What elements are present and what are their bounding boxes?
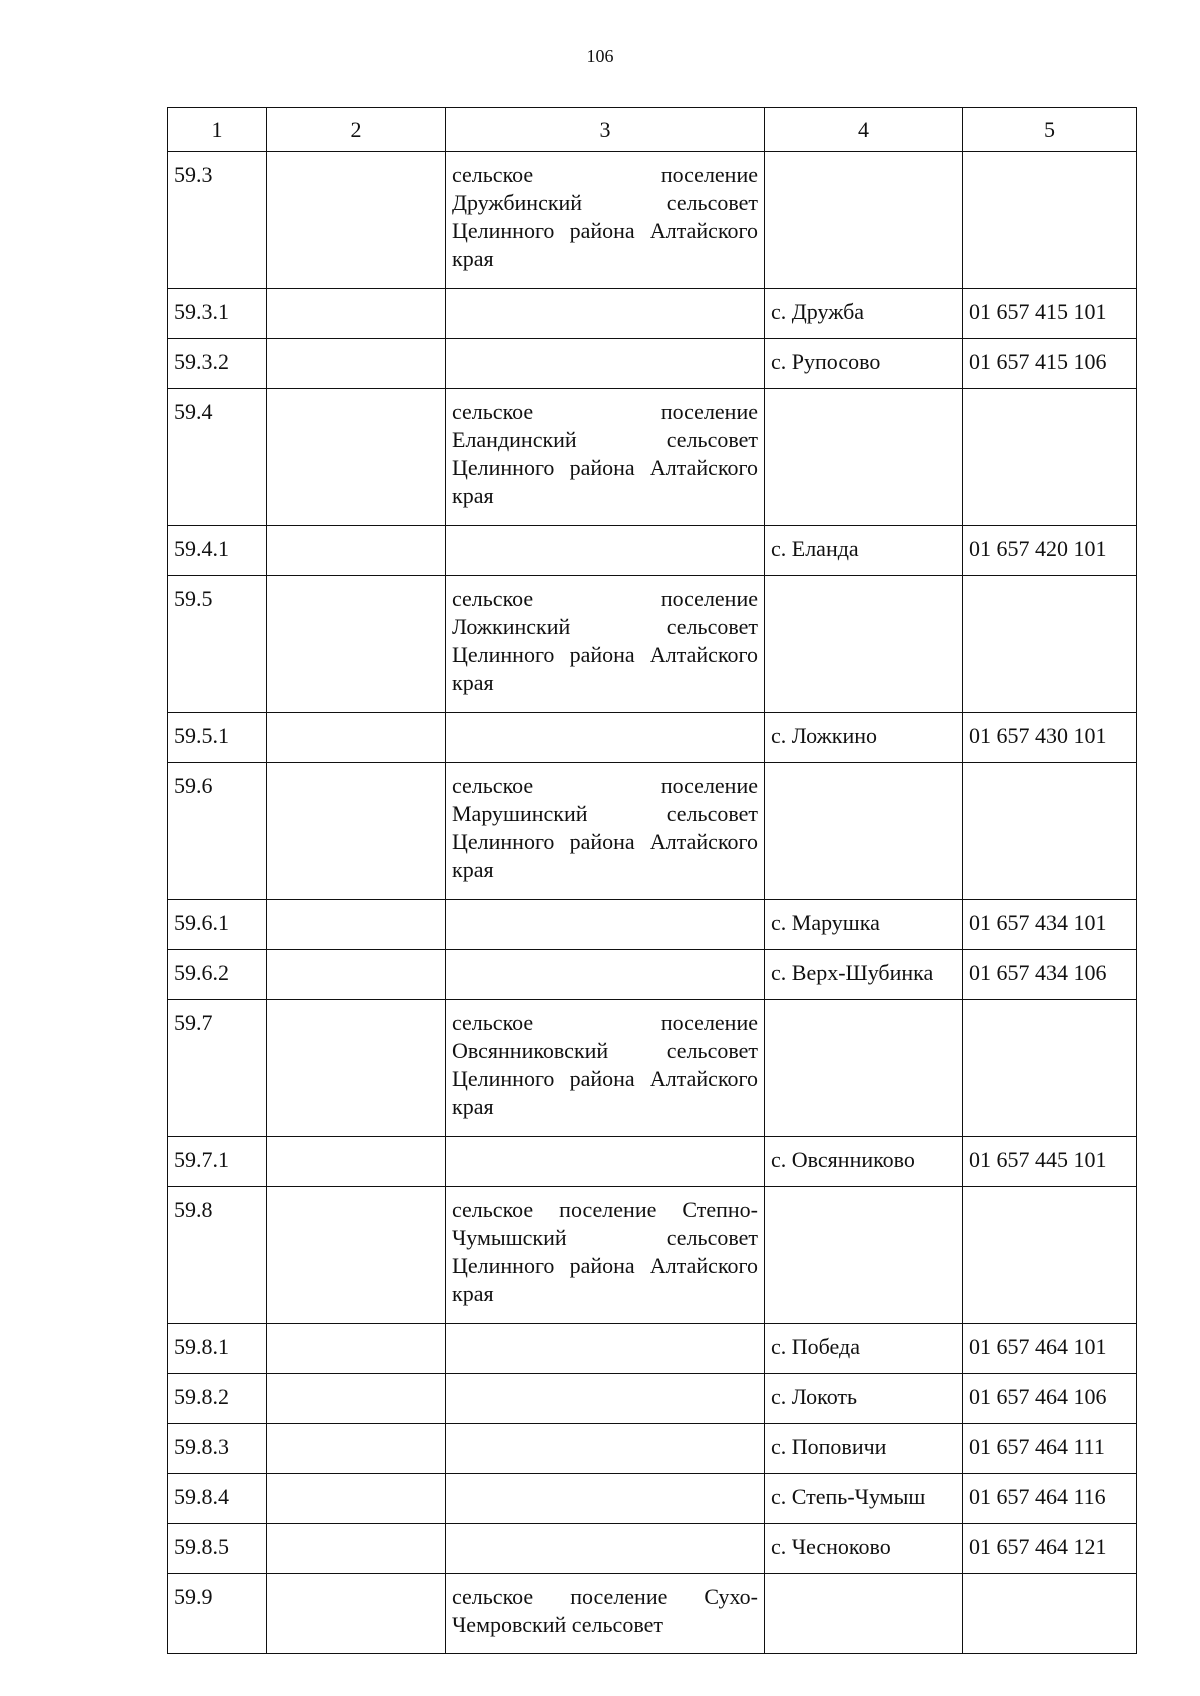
- table-row: [168, 389, 1137, 526]
- code-cell: 59.5: [168, 576, 267, 713]
- oktmo-code-cell: 01 657 434 101: [963, 900, 1137, 950]
- header-cell-1: 1: [168, 108, 267, 152]
- settlement-cell: с. Чесноково: [765, 1524, 963, 1574]
- name-cell: [267, 1474, 446, 1524]
- code-cell: 59.8.4: [168, 1474, 267, 1524]
- name-cell: [267, 713, 446, 763]
- table-row: [168, 1324, 1137, 1374]
- header-cell-3: 3: [446, 108, 765, 152]
- code-cell: 59.9: [168, 1574, 267, 1654]
- oktmo-code-cell: 01 657 420 101: [963, 526, 1137, 576]
- table-row: [168, 576, 1137, 713]
- table-row: [168, 763, 1137, 900]
- table-header: [168, 108, 1137, 152]
- oktmo-code-cell: 01 657 434 106: [963, 950, 1137, 1000]
- name-cell: [267, 1424, 446, 1474]
- settlement-cell: с. Овсянниково: [765, 1137, 963, 1187]
- oktmo-code-cell: 01 657 430 101: [963, 713, 1137, 763]
- table-row: [168, 1524, 1137, 1574]
- settlement-cell: [765, 763, 963, 900]
- name-cell: [267, 763, 446, 900]
- name-cell: [267, 1574, 446, 1654]
- code-cell: 59.8.1: [168, 1324, 267, 1374]
- page-number: 106: [586, 46, 614, 66]
- municipality-cell: [446, 1324, 765, 1374]
- table-row: [168, 1187, 1137, 1324]
- settlement-cell: [765, 389, 963, 526]
- municipality-cell: сельское поселение Сухо-Чемровский сельсовет: [446, 1574, 765, 1654]
- settlement-cell: с. Марушка: [765, 900, 963, 950]
- oktmo-code-cell: 01 657 445 101: [963, 1137, 1137, 1187]
- settlement-table: [167, 107, 1137, 1654]
- table-body: [168, 152, 1137, 1654]
- name-cell: [267, 526, 446, 576]
- table-row: [168, 1474, 1137, 1524]
- municipality-cell: [446, 1524, 765, 1574]
- name-cell: [267, 1374, 446, 1424]
- oktmo-code-cell: 01 657 464 111: [963, 1424, 1137, 1474]
- code-cell: 59.8.3: [168, 1424, 267, 1474]
- code-cell: 59.8.2: [168, 1374, 267, 1424]
- table-row: [168, 1000, 1137, 1137]
- table-row: [168, 152, 1137, 289]
- municipality-cell: [446, 339, 765, 389]
- name-cell: [267, 1524, 446, 1574]
- settlement-cell: [765, 1000, 963, 1137]
- settlement-cell: [765, 1574, 963, 1654]
- code-cell: 59.3: [168, 152, 267, 289]
- settlement-cell: с. Степь-Чумыш: [765, 1474, 963, 1524]
- oktmo-code-cell: [963, 576, 1137, 713]
- oktmo-code-cell: 01 657 415 101: [963, 289, 1137, 339]
- name-cell: [267, 950, 446, 1000]
- municipality-cell: сельское поселение Степно-Чумышский сельсовет Целинного района Алтайского края: [446, 1187, 765, 1324]
- settlement-cell: [765, 576, 963, 713]
- oktmo-code-cell: [963, 1187, 1137, 1324]
- code-cell: 59.7.1: [168, 1137, 267, 1187]
- oktmo-code-cell: 01 657 464 121: [963, 1524, 1137, 1574]
- table-row: [168, 1574, 1137, 1654]
- name-cell: [267, 339, 446, 389]
- header-row: [168, 108, 1137, 152]
- name-cell: [267, 152, 446, 289]
- name-cell: [267, 389, 446, 526]
- code-cell: 59.8.5: [168, 1524, 267, 1574]
- table-row: [168, 1424, 1137, 1474]
- oktmo-code-cell: [963, 389, 1137, 526]
- header-cell-4: 4: [765, 108, 963, 152]
- municipality-cell: [446, 900, 765, 950]
- table-row: [168, 713, 1137, 763]
- code-cell: 59.6.2: [168, 950, 267, 1000]
- table-row: [168, 900, 1137, 950]
- header-cell-2: 2: [267, 108, 446, 152]
- table-row: [168, 289, 1137, 339]
- settlement-cell: с. Поповичи: [765, 1424, 963, 1474]
- settlement-cell: с. Ложкино: [765, 713, 963, 763]
- settlement-cell: [765, 1187, 963, 1324]
- municipality-cell: [446, 1424, 765, 1474]
- settlement-cell: с. Верх-Шубинка: [765, 950, 963, 1000]
- municipality-cell: [446, 1374, 765, 1424]
- code-cell: 59.3.1: [168, 289, 267, 339]
- name-cell: [267, 289, 446, 339]
- oktmo-code-cell: [963, 152, 1137, 289]
- name-cell: [267, 1000, 446, 1137]
- code-cell: 59.4: [168, 389, 267, 526]
- table-row: [168, 526, 1137, 576]
- code-cell: 59.5.1: [168, 713, 267, 763]
- settlement-cell: с. Еланда: [765, 526, 963, 576]
- code-cell: 59.7: [168, 1000, 267, 1137]
- name-cell: [267, 1187, 446, 1324]
- header-cell-5: 5: [963, 108, 1137, 152]
- code-cell: 59.4.1: [168, 526, 267, 576]
- code-cell: 59.6.1: [168, 900, 267, 950]
- oktmo-code-cell: [963, 1574, 1137, 1654]
- name-cell: [267, 1324, 446, 1374]
- municipality-cell: сельское поселение Марушинский сельсовет Целинного района Алтайского края: [446, 763, 765, 900]
- municipality-cell: сельское поселение Овсянниковский сельсовет Целинного района Алтайского края: [446, 1000, 765, 1137]
- settlement-cell: [765, 152, 963, 289]
- municipality-cell: [446, 713, 765, 763]
- oktmo-code-cell: 01 657 464 116: [963, 1474, 1137, 1524]
- municipality-cell: сельское поселение Ложкинский сельсовет Целинного района Алтайского края: [446, 576, 765, 713]
- oktmo-code-cell: [963, 763, 1137, 900]
- municipality-cell: [446, 950, 765, 1000]
- settlement-cell: с. Рупосово: [765, 339, 963, 389]
- oktmo-code-cell: 01 657 415 106: [963, 339, 1137, 389]
- settlement-cell: с. Локоть: [765, 1374, 963, 1424]
- settlement-cell: с. Дружба: [765, 289, 963, 339]
- code-cell: 59.3.2: [168, 339, 267, 389]
- table-row: [168, 1374, 1137, 1424]
- table-row: [168, 1137, 1137, 1187]
- oktmo-code-cell: 01 657 464 106: [963, 1374, 1137, 1424]
- municipality-cell: сельское поселение Дружбинский сельсовет Целинного района Алтайского края: [446, 152, 765, 289]
- municipality-cell: [446, 289, 765, 339]
- oktmo-code-cell: 01 657 464 101: [963, 1324, 1137, 1374]
- municipality-cell: [446, 526, 765, 576]
- code-cell: 59.6: [168, 763, 267, 900]
- oktmo-code-cell: [963, 1000, 1137, 1137]
- municipality-cell: [446, 1474, 765, 1524]
- municipality-cell: [446, 1137, 765, 1187]
- settlement-cell: с. Победа: [765, 1324, 963, 1374]
- code-cell: 59.8: [168, 1187, 267, 1324]
- name-cell: [267, 1137, 446, 1187]
- name-cell: [267, 576, 446, 713]
- name-cell: [267, 900, 446, 950]
- table-row: [168, 950, 1137, 1000]
- municipality-cell: сельское поселение Еландинский сельсовет Целинного района Алтайского края: [446, 389, 765, 526]
- table-row: [168, 339, 1137, 389]
